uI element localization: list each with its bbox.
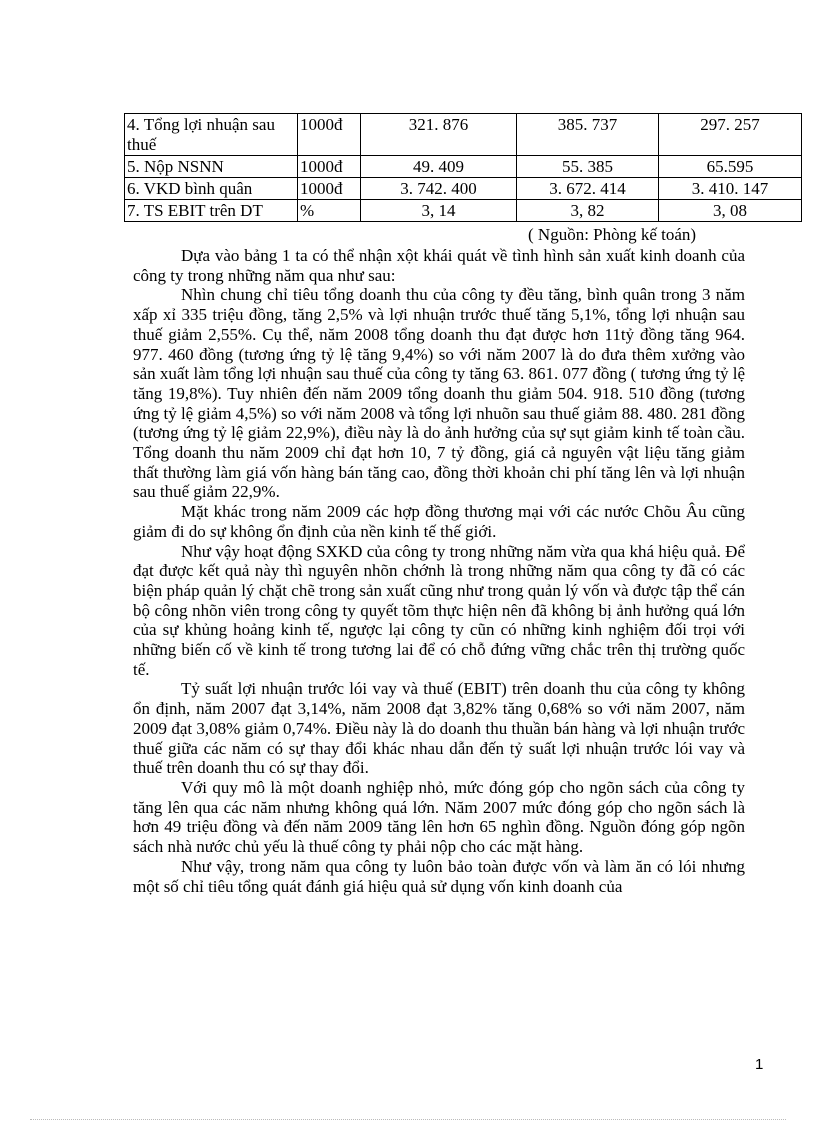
table-row: [125, 200, 802, 222]
table-source-note: ( Nguồn: Phòng kế toán): [528, 225, 697, 244]
value-2008: 385. 737: [517, 114, 659, 156]
row-label: 6. VKD bình quân: [125, 178, 298, 200]
row-unit: 1000đ: [298, 156, 361, 178]
row-unit: 1000đ: [298, 178, 361, 200]
value-2008: 55. 385: [517, 156, 659, 178]
table-row: [125, 156, 802, 178]
financial-table: [124, 113, 802, 222]
value-2007: 3. 742. 400: [361, 178, 517, 200]
paragraph: Như vậy hoạt động SXKD của công ty trong những năm vừa qua khá hiệu quả. Để đạt được kết quả này thì nguyên nhõn chớnh là trong những năm qua công ty đã có các biện pháp quản lý chặt chẽ trong sản xuất cũng như trong quản lý vốn và được tập thể cán bộ công nhõn viên trong công ty quyết tõm thực hiện nên đã không bị ảnh hưởng quá lớn của sự khủng hoảng kinh tế, ngược lại công ty cũn có những kinh nghiệm đối trọi với những biến cố về kinh tế trong tương lai để có chỗ đứng vững chắc trên thị trường quốc tế.: [133, 541, 745, 679]
body-text: [133, 246, 745, 896]
value-2007: 49. 409: [361, 156, 517, 178]
value-2007: 321. 876: [361, 114, 517, 156]
value-2007: 3, 14: [361, 200, 517, 222]
table-row: [125, 178, 802, 200]
row-label: 4. Tổng lợi nhuận sau thuế: [125, 114, 298, 156]
value-2009: 65.595: [659, 156, 802, 178]
row-label: 7. TS EBIT trên DT: [125, 200, 298, 222]
page-bottom-rule: [30, 1119, 786, 1120]
page-number: 1: [755, 1056, 764, 1073]
paragraph: Tỷ suất lợi nhuận trước lói vay và thuế (EBIT) trên doanh thu của công ty không ổn định, năm 2007 đạt 3,14%, năm 2008 đạt 3,82% tăng 0,68% so với năm 2007, năm 2009 đạt 3,08% giảm 0,74%. Điều này là do doanh thu thuần bán hàng và lợi nhuận trước thuế giữa các năm có sự thay đổi khác nhau dẫn đến tỷ suất lợi nhuận trước lói vay và thuế trên doanh thu có sự thay đổi.: [133, 679, 745, 778]
row-unit: %: [298, 200, 361, 222]
table-row: [125, 114, 802, 156]
row-label: 5. Nộp NSNN: [125, 156, 298, 178]
paragraph: Như vậy, trong năm qua công ty luôn bảo toàn được vốn và làm ăn có lói nhưng một số chỉ tiêu tổng quát đánh giá hiệu quả sử dụng vốn kinh doanh của: [133, 856, 745, 896]
value-2009: 3. 410. 147: [659, 178, 802, 200]
row-unit: 1000đ: [298, 114, 361, 156]
paragraph: Với quy mô là một doanh nghiệp nhỏ, mức đóng góp cho ngõn sách của công ty tăng lên qua các năm nhưng không quá lớn. Năm 2007 mức đóng góp cho ngõn sách là hơn 49 triệu đồng và đến năm 2009 tăng lên hơn 65 nghìn đồng. Nguồn đóng góp ngõn sách nhà nước chủ yếu là thuế công ty phải nộp cho các mặt hàng.: [133, 777, 745, 857]
value-2008: 3. 672. 414: [517, 178, 659, 200]
value-2008: 3, 82: [517, 200, 659, 222]
paragraph: Mặt khác trong năm 2009 các hợp đồng thương mại với các nước Chõu Âu cũng giảm đi do sự không ổn định của nền kinh tế thế giới.: [133, 502, 745, 541]
paragraph: Nhìn chung chỉ tiêu tổng doanh thu của công ty đều tăng, bình quân trong 3 năm xấp xỉ 335 triệu đồng, tăng 2,5% và lợi nhuận trước thuế tăng 5,1%, tổng lợi nhuận sau thuế giảm 2,55%. Cụ thể, năm 2008 tổng doanh thu đạt được hơn 11tỷ đồng tăng 964. 977. 460 đồng (tương ứng tỷ lệ tăng 9,4%) so với năm 2007 là do đưa thêm xưởng vào sản xuất làm tổng lợi nhuận sau thuế của công ty tăng 63. 861. 077 đồng ( tương ứng tỷ lệ tăng 19,8%). Tuy nhiên đến năm 2009 tổng doanh thu giảm 504. 918. 510 đồng (tương ứng tỷ lệ giảm 4,5%) so với năm 2008 và tổng lợi nhuõn sau thuế giảm 88. 480. 281 đồng (tương ứng tỷ lệ giảm 22,9%), điều này là do ảnh hưởng của sự sụt giảm kinh tế toàn cầu. Tổng doanh thu năm 2009 chỉ đạt hơn 10, 7 tỷ đồng, giá cả nguyên vật liệu tăng giảm thất thường làm giá vốn hàng bán tăng cao, đồng thời khoản chi phí tăng lên và lợi nhuận sau thuế giảm 22,9%.: [133, 285, 745, 502]
paragraph: Dựa vào bảng 1 ta có thể nhận xột khái quát về tình hình sản xuất kinh doanh của công ty trong những năm qua như sau:: [133, 246, 745, 285]
value-2009: 3, 08: [659, 200, 802, 222]
value-2009: 297. 257: [659, 114, 802, 156]
